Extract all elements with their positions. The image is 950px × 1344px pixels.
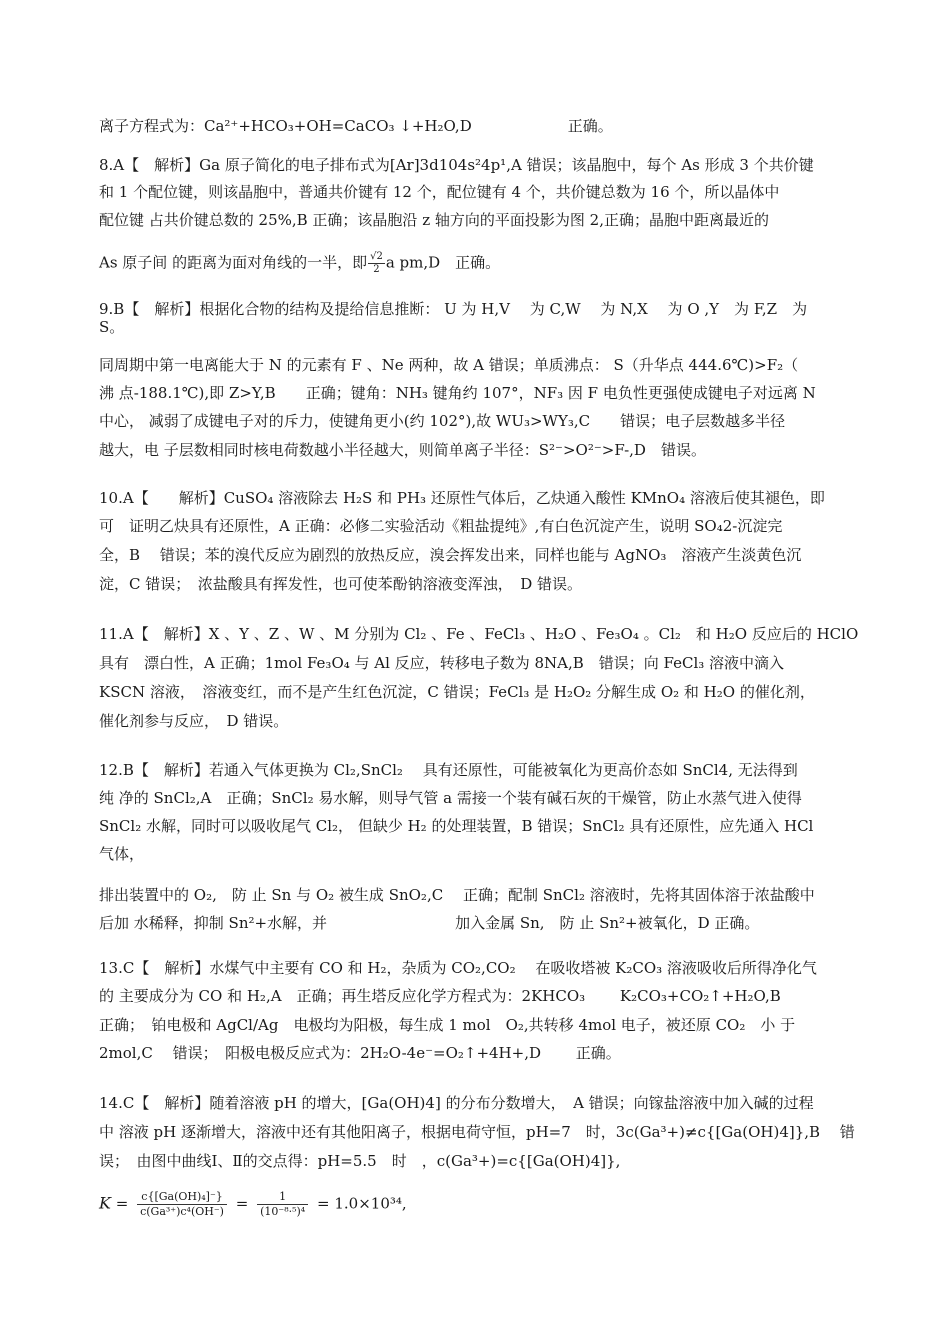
line-text: 离子方程式为：Ca²⁺+HCO₃+OH=CaCO₃ ↓+H₂O,D [99, 117, 472, 135]
text-line [99, 251, 500, 276]
text-line: 8.A【 解析】Ga 原子简化的电子排布式为[Ar]3d104s²4p¹,A 错误；该晶胞中，每个 As 形成 3 个共价键 [99, 156, 814, 174]
text-line: SnCl₂ 水解，同时可以吸收尾气 Cl₂， 但缺少 H₂ 的处理装置，B 错误；SnCl₂ 具有还原性，应先通入 HCl [99, 817, 814, 835]
text-line: 14.C【 解析】随着溶液 pH 的增大，[Ga(OH)4] 的分布分数增大， A 错误；向镓盐溶液中加入碱的过程 [99, 1094, 814, 1112]
text-line: KSCN 溶液， 溶液变红，而不是产生红色沉淀，C 错误；FeCl₃ 是 H₂O₂ 分解生成 O₂ 和 H₂O 的催化剂， [99, 683, 815, 701]
text-line: 越大，电 子层数相同时核电荷数越小半径越大，则简单离子半径：S²⁻>O²⁻>F-,D 错误。 [99, 441, 706, 459]
equals-sign: = [115, 1194, 129, 1213]
text-line: 中 溶液 pH 逐渐增大，溶液中还有其他阳离子，根据电荷守恒，pH=7 时，3c(Ga³+)≠c{[Ga(OH)4]},B 错 [99, 1123, 855, 1141]
equals-sign: = [235, 1194, 249, 1213]
formula-result: = 1.0×10³⁴, [317, 1194, 407, 1213]
value-fraction: $\frac{1}{\text{(10⁻⁸·⁵)⁴}}$ [257, 1190, 308, 1219]
text-line [99, 116, 613, 136]
text-line: 配位键 占共价键总数的 25%,B 正确；该晶胞沿 z 轴方向的平面投影为图 2,正确；晶胞中距离最近的 [99, 211, 769, 229]
k-symbol: K [99, 1193, 111, 1213]
text-line: 沸 点-188.1℃),即 Z>Y,B 正确；键角：NH₃ 键角约 107°，NF₃ 因 F 电负性更强使成键电子对远离 N [99, 384, 816, 402]
text-line: 的 主要成分为 CO 和 H₂,A 正确；再生塔反应化学方程式为：2KHCO₃ K₂CO₃+CO₂↑+H₂O,B [99, 987, 781, 1005]
text-line: 和 1 个配位键，则该晶胞中，普通共价键有 12 个，配位键有 4 个，共价键总数为 16 个，所以晶体中 [99, 183, 780, 201]
line-text: 后加 水稀释，抑制 Sn²+水解，并 [99, 914, 328, 932]
text-line: 可 证明乙炔具有还原性，A 正确：必修二实验活动《粗盐提纯》,有白色沉淀产生，说明 SO₄2-沉淀完 [99, 517, 783, 535]
line-text: As 原子间 的距离为面对角线的一半，即 [99, 253, 368, 272]
line-tail: 加入金属 Sn, 防 止 Sn²+被氧化，D 正确。 [455, 914, 760, 932]
text-line: 误； 由图中曲线Ⅰ、Ⅱ的交点得：pH=5.5 时 ，c(Ga³+)=c{[Ga(OH)4]}, [99, 1152, 621, 1170]
text-line: 全，B 错误；苯的溴代反应为剧烈的放热反应，溴会挥发出来，同样也能与 AgNO₃ 溶液产生淡黄色沉 [99, 546, 802, 564]
text-line: 纯 净的 SnCl₂,A 正确；SnCl₂ 易水解，则导气管 a 需接一个装有碱石灰的干燥管，防止水蒸气进入使得 [99, 789, 802, 807]
text-line: 同周期中第一电离能大于 N 的元素有 F 、Ne 两种，故 A 错误；单质沸点： S（升华点 444.6℃)>F₂（ [99, 356, 799, 374]
text-line [99, 913, 759, 933]
text-line: 具有 漂白性，A 正确；1mol Fe₃O₄ 与 Al 反应，转移电子数为 8NA,B 错误；向 FeCl₃ 溶液中滴入 [99, 654, 785, 672]
text-line: 13.C【 解析】水煤气中主要有 CO 和 H₂，杂质为 CO₂,CO₂ 在吸收塔被 K₂CO₃ 溶液吸收后所得净化气 [99, 959, 817, 977]
text-line: 催化剂参与反应， D 错误。 [99, 712, 289, 730]
text-line: 10.A【 解析】CuSO₄ 溶液除去 H₂S 和 PH₃ 还原性气体后，乙炔通入酸性 KMnO₄ 溶液后使其褪色，即 [99, 489, 825, 507]
equilibrium-constant-formula [99, 1190, 407, 1219]
ratio-fraction: $\frac{\text{c\{[Ga(OH)₄]⁻\}}}{\text{c(Ga³⁺)c⁴(OH⁻)}}$ [137, 1190, 227, 1219]
text-line: 排出装置中的 O₂, 防 止 Sn 与 O₂ 被生成 SnO₂,C 正确；配制 SnCl₂ 溶液时，先将其固体溶于浓盐酸中 [99, 886, 815, 904]
text-line: 11.A【 解析】X 、Y 、Z 、W 、M 分别为 Cl₂ 、Fe 、FeCl₃ 、H₂O 、Fe₃O₄ 。Cl₂ 和 H₂O 反应后的 HClO [99, 625, 859, 643]
line-tail: 正确。 [567, 117, 613, 135]
text-line: 淀，C 错误； 浓盐酸具有挥发性，也可使苯酚钠溶液变浑浊， D 错误。 [99, 575, 583, 593]
line-after: a pm,D 正确。 [385, 253, 501, 272]
sqrt2-over-2-fraction: $\frac{√2}{2}$ [370, 251, 383, 275]
text-line: S。 [99, 318, 125, 336]
text-line: 气体， [99, 845, 145, 863]
text-line: 9.B【 解析】根据化合物的结构及提给信息推断： U 为 H,V 为 C,W 为 N,X 为 O ,Y 为 F,Z 为 [99, 300, 808, 318]
text-line: 2mol,C 错误； 阳极电极反应式为：2H₂O-4e⁻=O₂↑+4H+,D 正确。 [99, 1044, 621, 1062]
text-line: 中心， 减弱了成键电子对的斥力，使键角更小(约 102°),故 WU₃>WY₃,C 错误；电子层数越多半径 [99, 412, 786, 430]
text-line: 正确； 铂电极和 AgCl/Ag 电极均为阳极，每生成 1 mol O₂,共转移 4mol 电子，被还原 CO₂ 小 于 [99, 1016, 796, 1034]
text-line: 12.B【 解析】若通入气体更换为 Cl₂,SnCl₂ 具有还原性，可能被氧化为更高价态如 SnCl4, 无法得到 [99, 761, 798, 779]
